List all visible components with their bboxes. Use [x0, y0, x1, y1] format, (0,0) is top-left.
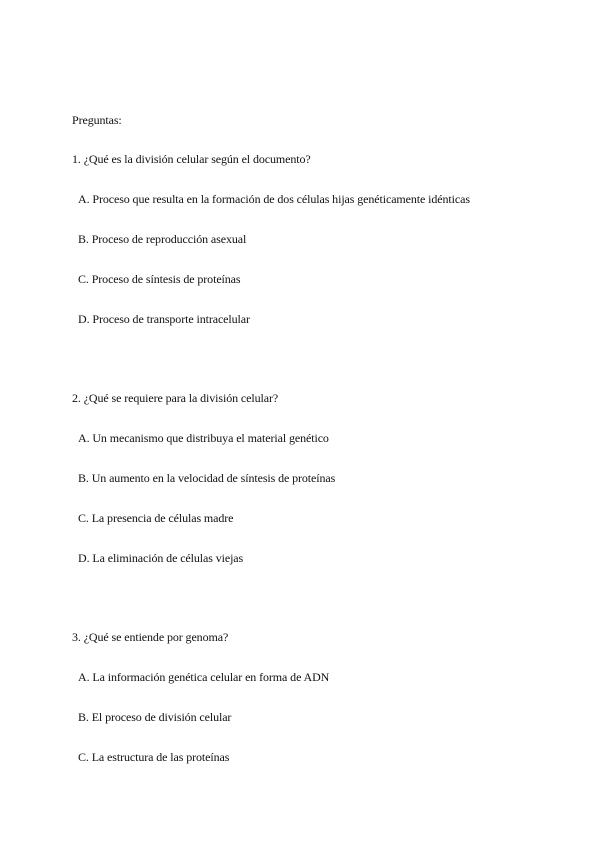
question-3-option-c: C. La estructura de las proteínas [78, 750, 230, 764]
question-1-option-b: B. Proceso de reproducción asexual [78, 232, 247, 246]
question-3-option-a: A. La información genética celular en forma de ADN [78, 670, 330, 684]
question-2-option-a: A. Un mecanismo que distribuya el material genético [78, 431, 329, 445]
question-2: 2. ¿Qué se requiere para la división celular? [72, 391, 279, 405]
question-1-option-d: D. Proceso de transporte intracelular [78, 312, 250, 326]
question-3-option-b: B. El proceso de división celular [78, 710, 232, 724]
question-3: 3. ¿Qué se entiende por genoma? [72, 630, 229, 644]
page-heading: Preguntas: [72, 113, 122, 127]
question-2-option-b: B. Un aumento en la velocidad de síntesis de proteínas [78, 471, 336, 485]
question-1: 1. ¿Qué es la división celular según el documento? [72, 152, 311, 166]
question-2-option-d: D. La eliminación de células viejas [78, 551, 244, 565]
question-2-option-c: C. La presencia de células madre [78, 511, 234, 525]
question-1-option-c: C. Proceso de síntesis de proteínas [78, 272, 241, 286]
question-1-option-a: A. Proceso que resulta en la formación de dos células hijas genéticamente idénticas [78, 192, 470, 206]
